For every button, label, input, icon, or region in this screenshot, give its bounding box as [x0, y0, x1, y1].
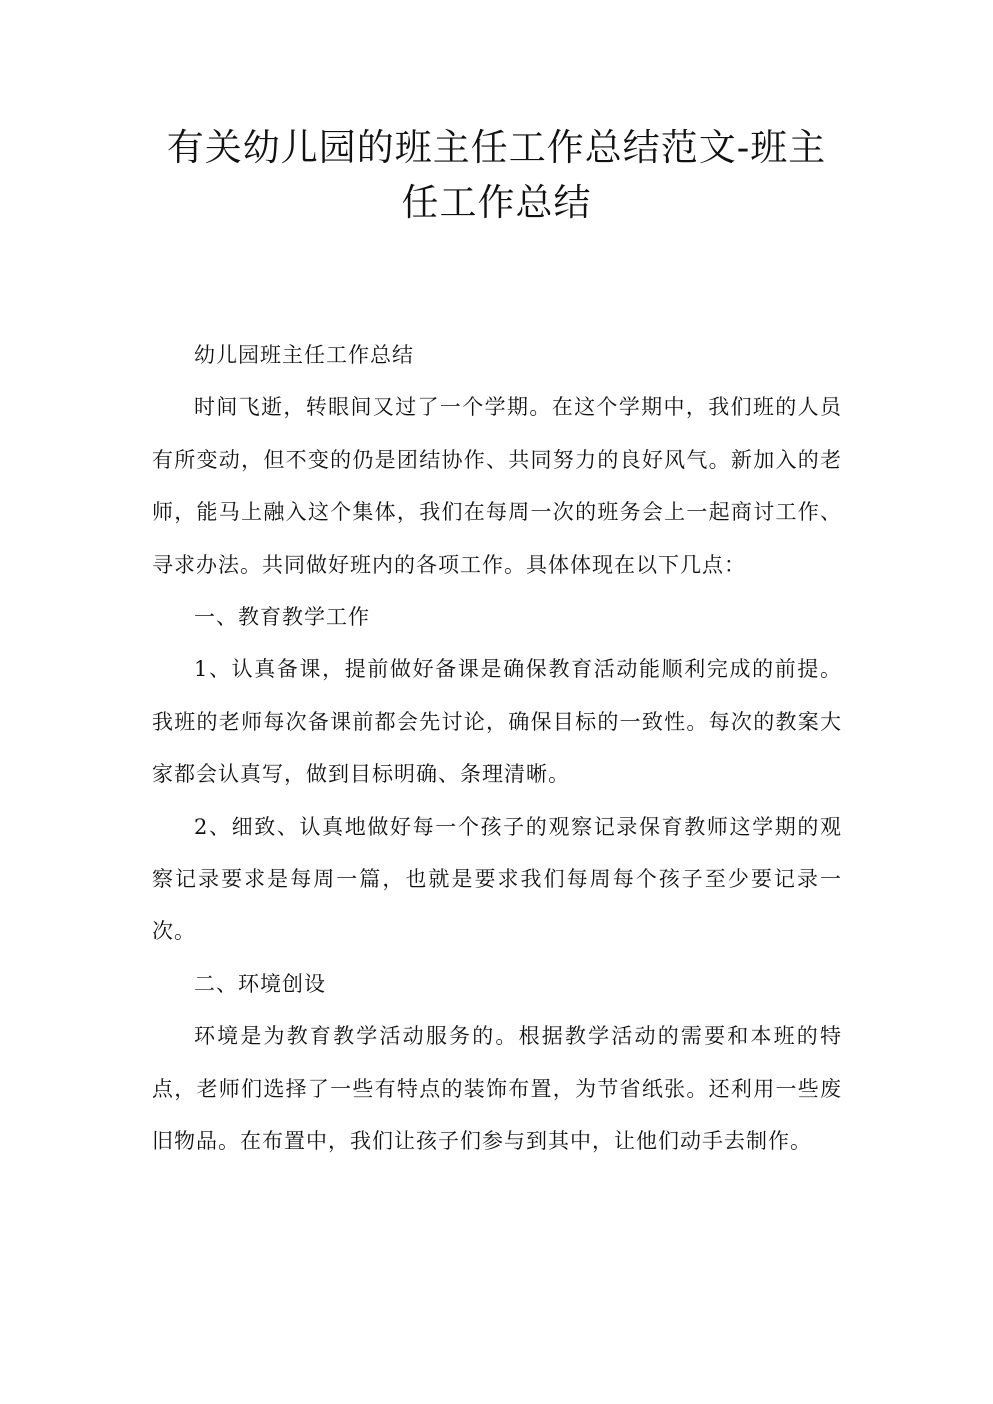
section-heading-teaching: 一、教育教学工作 [194, 605, 370, 630]
document-body [152, 329, 842, 1168]
paragraph-lesson-prep: 1、认真备课，提前做好备课是确保教育活动能顺利完成的前提。我班的老师每次备课前都会先讨论，确保目标的一致性。每次的教案大家都会认真写，做到目标明确、条理清晰。 [152, 657, 842, 787]
document-title: 有关幼儿园的班主任工作总结范文-班主任工作总结 [166, 126, 827, 224]
paragraph-environment: 环境是为教育教学活动服务的。根据教学活动的需要和本班的特点，老师们选择了一些有特点的装饰布置，为节省纸张。还利用一些废旧物品。在布置中，我们让孩子们参与到其中，让他们动手去制作。 [152, 1024, 842, 1154]
subtitle-paragraph: 幼儿园班主任工作总结 [194, 343, 414, 367]
section-heading-environment: 二、环境创设 [194, 971, 326, 996]
intro-paragraph: 时间飞逝，转眼间又过了一个学期。在这个学期中，我们班的人员有所变动，但不变的仍是团结协作、共同努力的良好风气。新加入的老师，能马上融入这个集体，我们在每周一次的班务会上一起商讨工作、寻求办法。共同做好班内的各项工作。具体体现在以下几点： [152, 395, 842, 577]
paragraph-observation-records: 2、细致、认真地做好每一个孩子的观察记录保育教师这学期的观察记录要求是每周一篇，也就是要求我们每周每个孩子至少要记录一次。 [152, 814, 842, 944]
